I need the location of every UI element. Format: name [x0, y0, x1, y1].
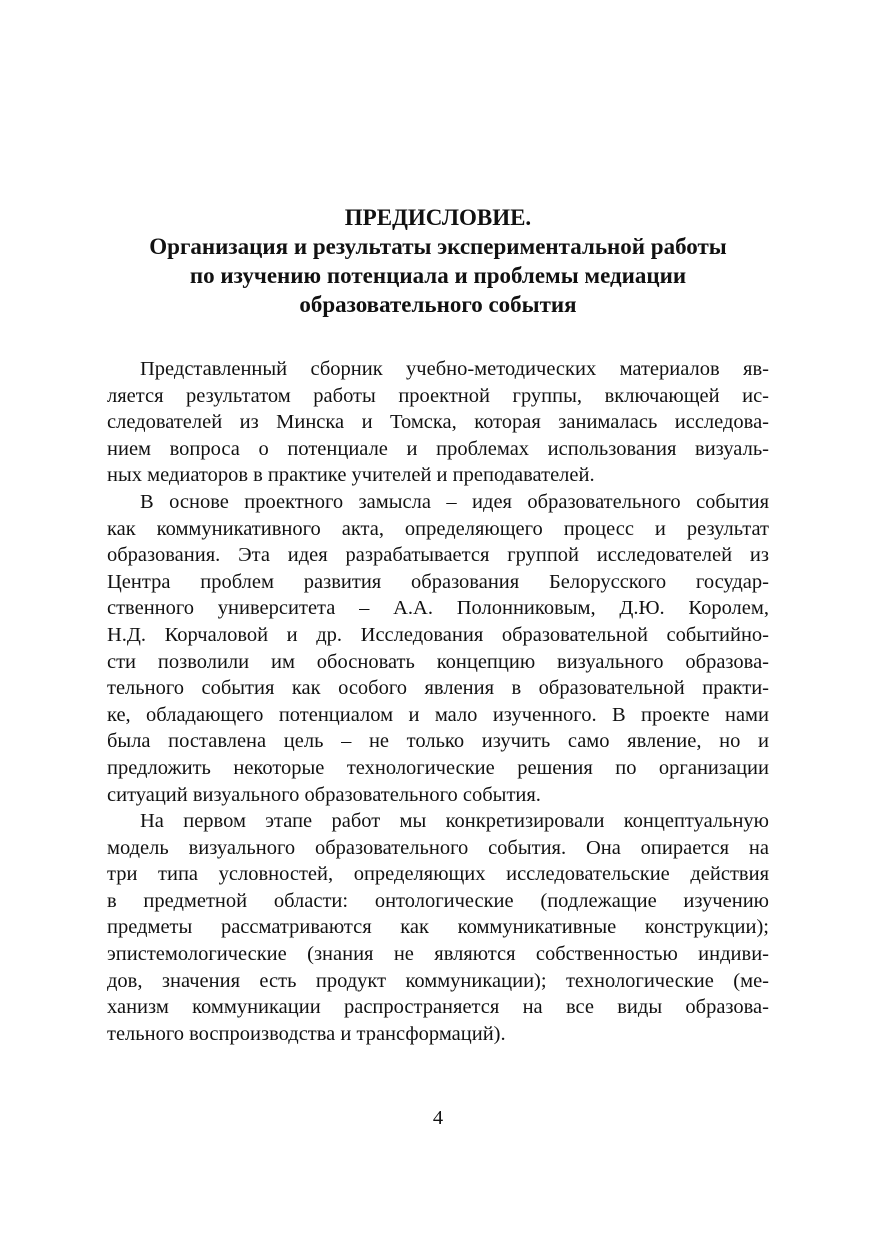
heading-title: ПРЕДИСЛОВИЕ.	[344, 205, 532, 230]
text-line: как коммуникативного акта, определяющего процесс и результат	[107, 517, 769, 540]
text-line: На первом этапе работ мы конкретизировали концептуальную	[140, 810, 769, 833]
heading-subtitle-line-3: образовательного события	[299, 292, 577, 317]
text-line: эпистемологические (знания не являются собственностью индиви-	[107, 943, 769, 966]
text-line: ных медиаторов в практике учителей и преподавателей.	[107, 464, 595, 487]
text-line: модель визуального образовательного события. Она опирается на	[107, 836, 769, 859]
text-line: дов, значения есть продукт коммуникации); технологические (ме-	[107, 969, 769, 992]
paragraph-2	[107, 489, 769, 808]
text-line: образования. Эта идея разрабатывается группой исследователей из	[107, 544, 769, 567]
text-line: ханизм коммуникации распространяется на все виды образова-	[107, 996, 769, 1019]
body-text	[107, 356, 769, 1047]
heading-subtitle-line-1: Организация и результаты экспериментальной работы	[149, 234, 727, 259]
chapter-heading	[107, 203, 769, 319]
text-line: нием вопроса о потенциале и проблемах использования визуаль-	[107, 437, 769, 460]
text-line: тельного воспроизводства и трансформаций).	[107, 1022, 506, 1045]
paragraph-1	[107, 356, 769, 489]
book-page	[107, 0, 769, 1240]
text-line: три типа условностей, определяющих исследовательские действия	[107, 863, 769, 886]
text-line: В основе проектного замысла – идея образовательного события	[140, 490, 769, 513]
text-line: в предметной области: онтологические (подлежащие изучению	[107, 889, 769, 912]
text-line: ке, обладающего потенциалом и мало изученного. В проекте нами	[107, 703, 769, 726]
page-number: 4	[432, 1107, 444, 1129]
text-line: тельного события как особого явления в образовательной практи-	[107, 677, 769, 700]
text-line: сти позволили им обосновать концепцию визуального образова-	[107, 650, 769, 673]
text-line: Н.Д. Корчаловой и др. Исследования образовательной событийно-	[107, 623, 769, 646]
text-line: ляется результатом работы проектной группы, включающей ис-	[107, 384, 769, 407]
text-line: была поставлена цель – не только изучить само явление, но и	[107, 730, 769, 753]
text-line: ственного университета – А.А. Полонниковым, Д.Ю. Королем,	[107, 597, 769, 620]
text-line: ситуаций визуального образовательного события.	[107, 783, 541, 806]
paragraph-3	[107, 808, 769, 1047]
text-line: следователей из Минска и Томска, которая занималась исследова-	[107, 411, 769, 434]
heading-subtitle-line-2: по изучению потенциала и проблемы медиации	[189, 263, 687, 288]
text-line: предметы рассматриваются как коммуникативные конструкции);	[107, 916, 769, 939]
text-line: Центра проблем развития образования Белорусского государ-	[107, 570, 769, 593]
text-line: предложить некоторые технологические решения по организации	[107, 756, 769, 779]
text-line: Представленный сборник учебно-методических материалов яв-	[140, 358, 769, 380]
